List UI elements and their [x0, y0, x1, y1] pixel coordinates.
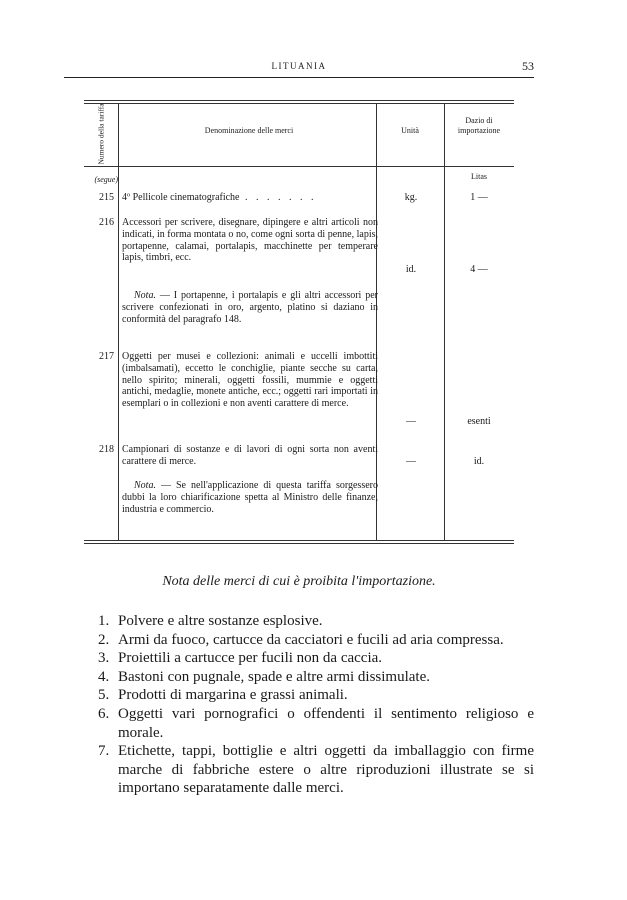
row-217-unit: —: [406, 416, 416, 427]
col-divider-1: [118, 103, 119, 540]
running-title: LITUANIA: [271, 61, 327, 71]
list-item: 7. Etichette, tappi, bottiglie e altri oggetti da imballaggio con firme marche di fabbriche estere o altre riproduzioni illustrate se si importano separatamente dalle merci.: [98, 743, 534, 797]
row-216-description: Accessori per scrivere, disegnare, dipingere e altri articoli non indicati, in forma montata o no, come ogni sorta di penne, lapis, portapenne, calamai, portalapis, macchinette per temperare lapis, timbri, ecc.: [122, 217, 378, 264]
row-216-unit: id.: [405, 264, 417, 275]
row-218-number: 218: [99, 444, 114, 455]
col-divider-3: [444, 103, 445, 540]
row-216-number: 216: [99, 217, 114, 228]
row-217-duty: esenti: [467, 416, 491, 427]
row-218-duty: id.: [473, 456, 485, 467]
table-top-rule-2: [84, 103, 514, 104]
row-215-duty: 1 —: [470, 192, 488, 203]
row-218-unit: —: [406, 456, 416, 467]
table-bottom-rule-2: [84, 543, 514, 544]
row-215-description: 4º Pellicole cinematografiche . . . . . . .: [122, 192, 317, 203]
header-rule: [64, 77, 534, 78]
row-215-unit: kg.: [404, 192, 418, 203]
table-header-rule: [84, 166, 514, 167]
row-215-number: 215: [99, 192, 114, 203]
col-header-number: Numero della tariffa: [96, 103, 106, 165]
row-218-note: Nota. — Se nell'applicazione di questa tariffa sorgessero dubbi la loro chiarificazione spetta al Ministro delle finanze, industria e commercio.: [122, 480, 378, 515]
row-217-number: 217: [99, 351, 114, 362]
page-number: 53: [522, 59, 534, 73]
prohibited-title: Nota delle merci di cui è proibita l'importazione.: [162, 574, 436, 589]
row-216-duty: 4 —: [470, 264, 488, 275]
continued-label: (segue): [94, 175, 118, 184]
col-header-unit: Unità: [401, 126, 419, 135]
prohibited-list: [98, 612, 534, 798]
list-item: 1. Polvere e altre sostanze esplosive.: [98, 613, 323, 629]
col-header-description: Denominazione delle merci: [204, 126, 294, 135]
tariff-table: [84, 100, 514, 545]
currency-label: Litas: [471, 172, 487, 181]
list-item: 2. Armi da fuoco, cartucce da cacciatori e fucili ad aria compressa.: [98, 631, 504, 648]
list-item: 5. Prodotti di margarina e grassi animali.: [98, 687, 348, 704]
col-header-duty: Dazio di importazione: [457, 116, 501, 135]
list-item: 3. Proiettili a cartucce per fucili non da caccia.: [98, 650, 383, 667]
table-bottom-rule: [84, 540, 514, 541]
row-216-note: Nota. — I portapenne, i portalapis e gli altri accessori per scrivere confezionati in oro, argento, platino si daziano in conformità del paragrafo 148.: [122, 290, 378, 325]
list-item: 4. Bastoni con pugnale, spade e altre armi dissimulate.: [98, 668, 430, 685]
list-item: 6. Oggetti vari pornografici o offendenti il sentimento religioso e morale.: [98, 705, 534, 741]
row-218-description: Campionari di sostanze e di lavori di ogni sorta non aventi carattere di merce.: [122, 444, 378, 467]
table-top-rule: [84, 100, 514, 101]
row-217-description: Oggetti per musei e collezioni: animali e uccelli imbottiti (imbalsamati), eccetto le conchiglie, piante secche su carta, nello spirito; minerali, oggetti fossili, mummie e oggetti antichi, medaglie, monete antiche, ecc.; oggetti rari importati in esemplari o in collezioni e non aventi carattere di merce.: [122, 351, 378, 410]
